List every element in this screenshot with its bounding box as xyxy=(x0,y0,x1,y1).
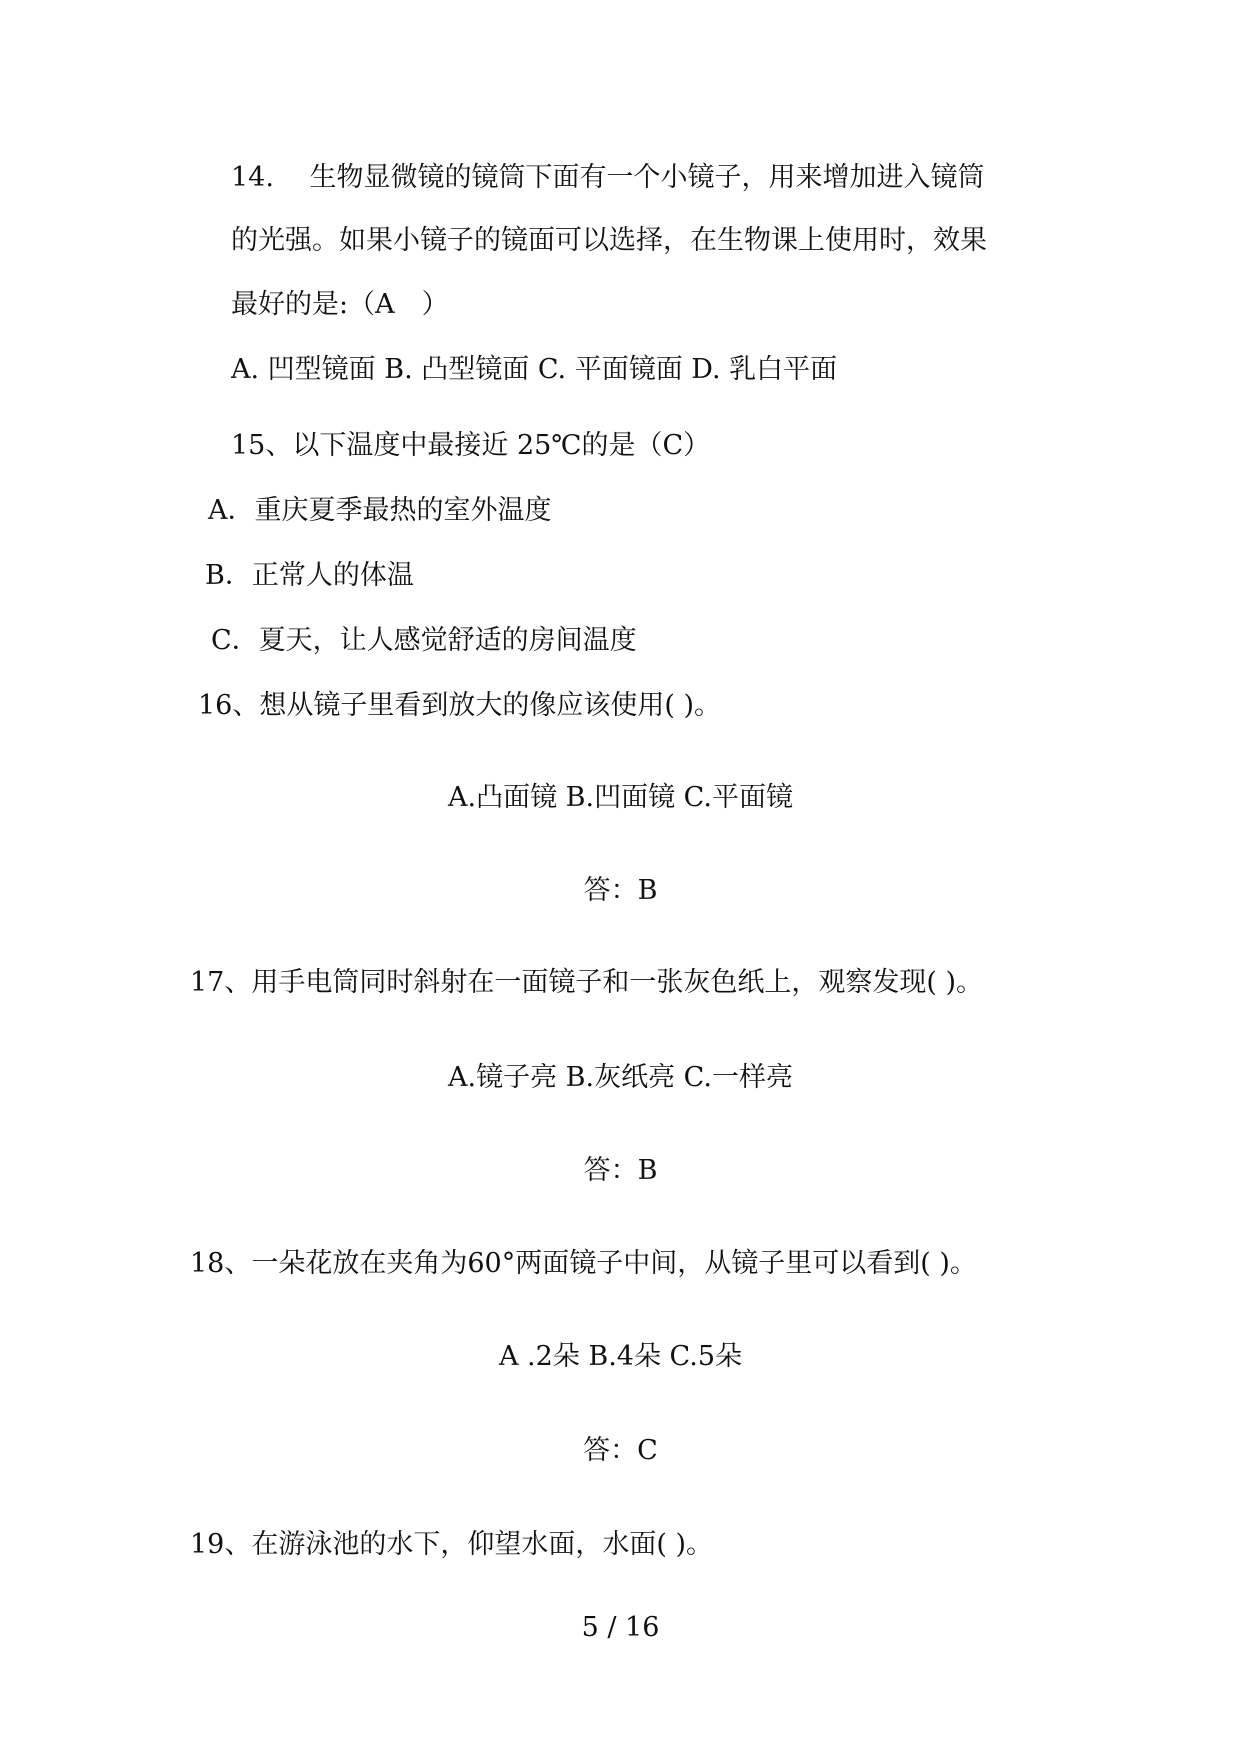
q15-option-b: B．正常人的体温 xyxy=(205,560,414,591)
q16-options: A.凸面镜 B.凹面镜 C.平面镜 xyxy=(448,782,793,813)
q14-options: A. 凹型镜面 B. 凸型镜面 C. 平面镜面 D. 乳白平面 xyxy=(231,354,838,385)
q15-option-a: A．重庆夏季最热的室外温度 xyxy=(208,495,552,526)
q14-line1: 14. 生物显微镜的镜筒下面有一个小镜子，用来增加进入镜筒 xyxy=(231,162,985,193)
q17-options: A.镜子亮 B.灰纸亮 C.一样亮 xyxy=(448,1062,793,1093)
q17-answer: 答：B xyxy=(583,1155,658,1186)
q18-options: A .2朵 B.4朵 C.5朵 xyxy=(498,1341,743,1372)
q15-option-c: C．夏天，让人感觉舒适的房间温度 xyxy=(211,625,637,656)
q14-line3: 最好的是:（A ） xyxy=(231,289,449,320)
q18-answer: 答：C xyxy=(583,1435,658,1466)
q18-question: 18、一朵花放在夹角为60°两面镜子中间，从镜子里可以看到( )。 xyxy=(190,1248,977,1279)
q16-answer: 答：B xyxy=(583,875,658,906)
page-number: 5 / 16 xyxy=(581,1612,660,1643)
q14-line2: 的光强。如果小镜子的镜面可以选择，在生物课上使用时，效果 xyxy=(231,225,987,256)
q17-question: 17、用手电筒同时斜射在一面镜子和一张灰色纸上，观察发现( )。 xyxy=(190,967,984,998)
q15-question: 15、以下温度中最接近 25℃的是（C） xyxy=(231,430,711,461)
q19-question: 19、在游泳池的水下，仰望水面，水面( )。 xyxy=(190,1529,714,1560)
q16-question: 16、想从镜子里看到放大的像应该使用( )。 xyxy=(198,690,722,721)
